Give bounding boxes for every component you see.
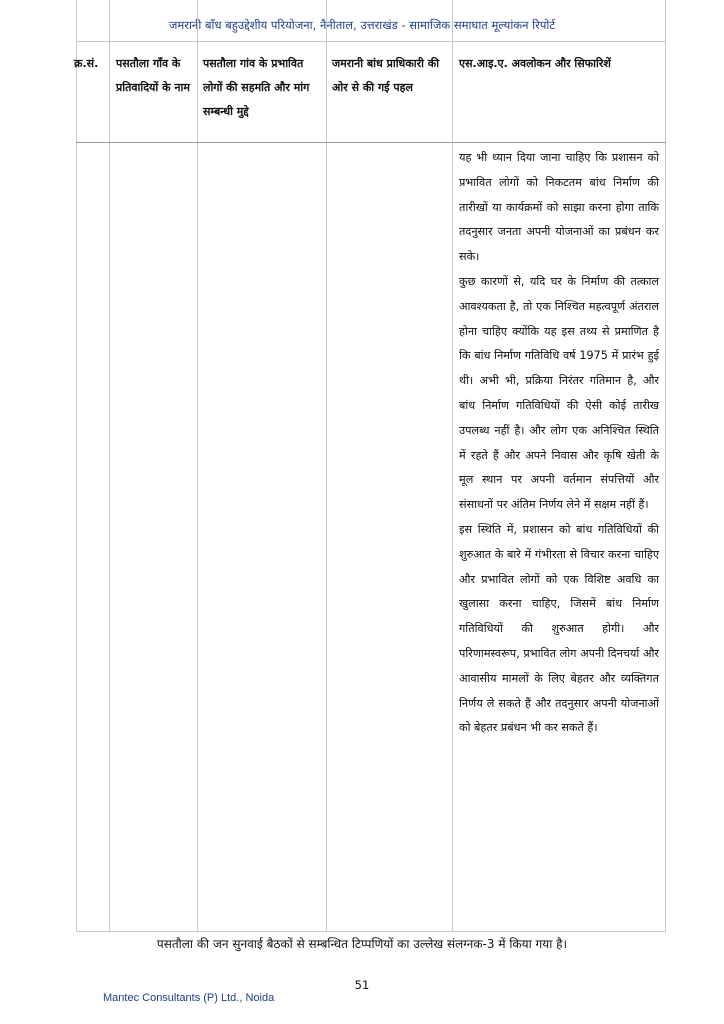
observation-paragraph: यह भी ध्यान दिया जाना चाहिए कि प्रशासन को प्रभावित लोगों को निकटतम बांध निर्माण की तारीखों या कार्यक्रमों को साझा करना होगा ताकि तदनुसार जनता अपनी योजनाओं का प्रबंधन कर सके।: [459, 151, 659, 264]
annexure-note: पसतौला की जन सुनवाई बैठकों से सम्बन्धित टिप्पणियों का उल्लेख संलग्नक-3 में किया गया है।: [156, 937, 568, 951]
sia-observations-cell: [459, 146, 659, 741]
column-header-respondents: पसतौला गाँव के प्रतिवादियों के नाम: [116, 57, 190, 94]
column-header-sia-observations: एस.आइ.ए. अवलोकन और सिफारिशें: [459, 57, 611, 70]
table-border-bottom: [76, 931, 666, 932]
report-header: जमरानी बाँध बहुउद्देशीय परियोजना, नैनीताल, उत्तराखंड - सामाजिक समाघात मूल्यांकन रिपोर्ट: [168, 18, 556, 32]
company-footer: Mantec Consultants (P) Ltd., Noida: [103, 992, 275, 1004]
header-row-bottom: [76, 142, 666, 143]
column-header-dam-authority-initiative: जमरानी बांध प्राधिकारी की ओर से की गई पहल: [332, 57, 440, 94]
observation-paragraph: इस स्थिति में, प्रशासन को बांध गतिविधियों की शुरुआत के बारे में गंभीरता से विचार करना चाहिए और प्रभावित लोगों को एक विशिष्ट अवधि का खुलासा करना चाहिए, जिसमें बांध निर्माण गतिविधियों की शुरुआत होगी। और परिणामस्वरूप, प्रभावित लोग अपनी दिनचर्या और आवासीय मामलों के लिए बेहतर और व्यक्तिगत निर्णय ले सकते हैं और तदनुसार अपनी योजनाओं को बेहतर प्रबंधन भी कर सकते हैं।: [459, 522, 659, 735]
column-header-serial: क्र.सं.: [74, 57, 99, 70]
column-header-consent-demands: पसतौला गांव के प्रभावित लोगों की सहमति और मांग सम्बन्धी मुद्दे: [203, 57, 310, 118]
column-divider: [452, 0, 453, 932]
column-divider: [326, 0, 327, 932]
page-number: 51: [354, 978, 370, 992]
table-border-left: [76, 0, 77, 932]
header-row-top: [76, 41, 666, 42]
table-border-right: [665, 0, 666, 932]
column-divider: [197, 0, 198, 932]
column-divider: [109, 0, 110, 932]
observation-paragraph: कुछ कारणों से, यदि घर के निर्माण की तत्काल आवश्यकता है, तो एक निश्चित महत्वपूर्ण अंतराल होना चाहिए क्योंकि यह इस तथ्य से प्रमाणित है कि बांध निर्माण गतिविधि वर्ष 1975 में प्रारंभ हुई थी। अभी भी, प्रक्रिया निरंतर गतिमान है, और बांध निर्माण गतिविधियों की ऐसी कोई तारीख उपलब्ध नहीं है। और लोग एक अनिश्चित स्थिति में रहते हैं और अपने निवास और कृषि खेती के मूल स्थान पर अपनी वर्तमान संपत्तियों और संसाधनों पर अंतिम निर्णय लेने में सक्षम नहीं हैं।: [459, 274, 659, 512]
